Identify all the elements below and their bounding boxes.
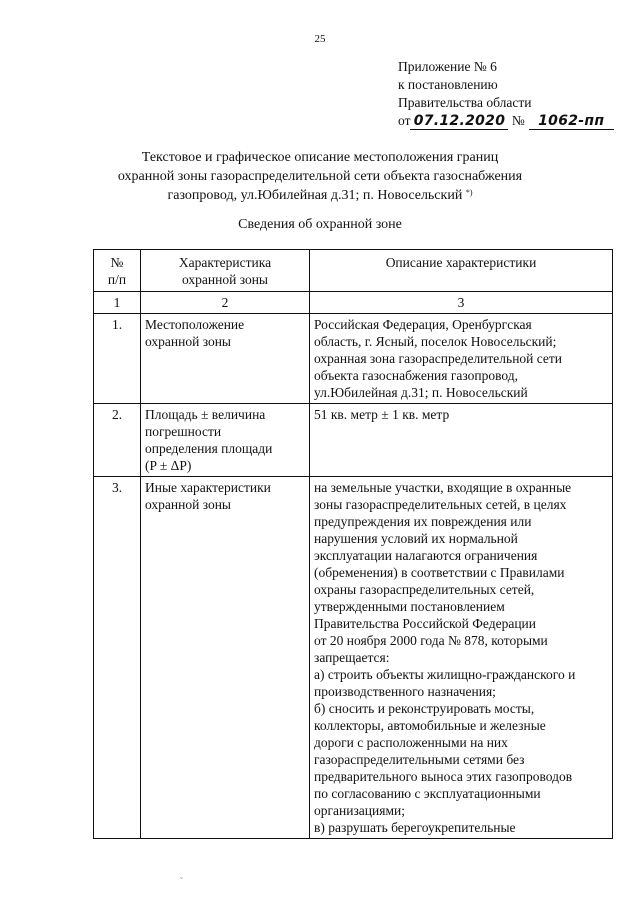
header-characteristic [141,250,310,292]
characteristic-line: охранной зоны [145,497,232,512]
number-prefix: № [511,113,525,128]
row-number: 3. [94,477,141,839]
scan-mark: ˇ [180,876,183,885]
table-row [94,404,613,477]
description-line: предупреждения их повреждения или [314,514,532,529]
handwritten-number: 1062-пп [529,114,614,130]
title-line-1: Текстовое и графическое описание местоположения границ [141,150,499,165]
table-row [94,477,613,839]
header-num-line: п/п [107,272,127,287]
description-line: от 20 ноября 2000 года № 878, которыми [314,633,548,648]
appendix-date-line [398,112,618,130]
description-line: по согласованию с эксплуатационными [314,786,541,801]
header-characteristic-line: охранной зоны [181,272,268,287]
header-description: Описание характеристики [310,250,613,292]
row-number: 1. [94,314,141,404]
description-line: запрещается: [314,650,390,665]
characteristic-line: погрешности [145,424,222,439]
description-line: дороги с расположенными на них [314,735,508,750]
footnote-mark: *) [465,188,473,197]
description-line: Правительства Российской Федерации [314,616,536,631]
appendix-line-3: Правительства области [398,95,532,110]
description-line: охраны газораспределительных сетей, [314,582,535,597]
table-header-row [94,250,613,292]
characteristic-line: (P ± ΔP) [145,458,192,473]
row-description [310,404,613,477]
characteristic-line: Местоположение [145,317,245,332]
description-line: зоны газораспределительных сетей, в целях [314,497,567,512]
description-line: коллекторы, автомобильные и железные [314,718,546,733]
column-number-row [94,292,613,314]
row-characteristic [141,314,310,404]
row-description [310,314,613,404]
header-num-line: № [110,255,124,270]
appendix-block [398,58,618,130]
description-line: объекта газоснабжения газопровод, [314,368,518,383]
description-line: предварительного выноса этих газопроводов [314,769,573,784]
description-line: Российская Федерация, Оренбургская [314,317,532,332]
column-number: 1 [94,292,141,314]
date-prefix: от [398,113,411,128]
description-line: производственного назначения; [314,684,496,699]
title-line-3: газопровод, ул.Юбилейная д.31; п. Новосельский [167,188,463,203]
appendix-line-1: Приложение № 6 [398,59,497,74]
characteristic-line: охранной зоны [145,334,232,349]
description-line: б) сносить и реконструировать мосты, [314,701,535,716]
characteristic-line: Иные характеристики [145,480,271,495]
description-line: а) строить объекты жилищно-гражданского и [314,667,576,682]
description-line: (обременения) в соответствии с Правилами [314,565,565,580]
column-number: 2 [141,292,310,314]
description-line: ул.Юбилейная д.31; п. Новосельский [314,385,528,400]
description-line: 51 кв. метр ± 1 кв. метр [314,407,450,422]
description-line: утвержденными постановлением [314,599,505,614]
description-line: газораспределительными сетями без [314,752,525,767]
header-characteristic-line: Характеристика [178,255,272,270]
document-title [80,148,560,205]
appendix-line-2: к постановлению [398,77,498,92]
row-number: 2. [94,404,141,477]
title-line-3-wrap [80,186,560,205]
characteristic-line: Площадь ± величина [145,407,266,422]
header-num [94,250,141,292]
page-number: 25 [314,33,326,45]
protection-zone-table [93,249,613,839]
handwritten-date: 07.12.2020 [410,114,508,130]
description-line: эксплуатации налагаются ограничения [314,548,538,563]
section-subtitle: Сведения об охранной зоне [238,217,402,232]
row-characteristic [141,477,310,839]
column-number: 3 [310,292,613,314]
title-line-2: охранной зоны газораспределительной сети объекта газоснабжения [117,169,523,184]
description-line: в) разрушать берегоукрепительные [314,820,516,835]
description-line: охранная зона газораспределительной сети [314,351,563,366]
description-line: на земельные участки, входящие в охранные [314,480,572,495]
description-line: область, г. Ясный, поселок Новосельский; [314,334,557,349]
table-row [94,314,613,404]
row-characteristic [141,404,310,477]
description-line: нарушения условий их нормальной [314,531,518,546]
description-line: организациями; [314,803,405,818]
characteristic-line: определения площади [145,441,273,456]
row-description [310,477,613,839]
